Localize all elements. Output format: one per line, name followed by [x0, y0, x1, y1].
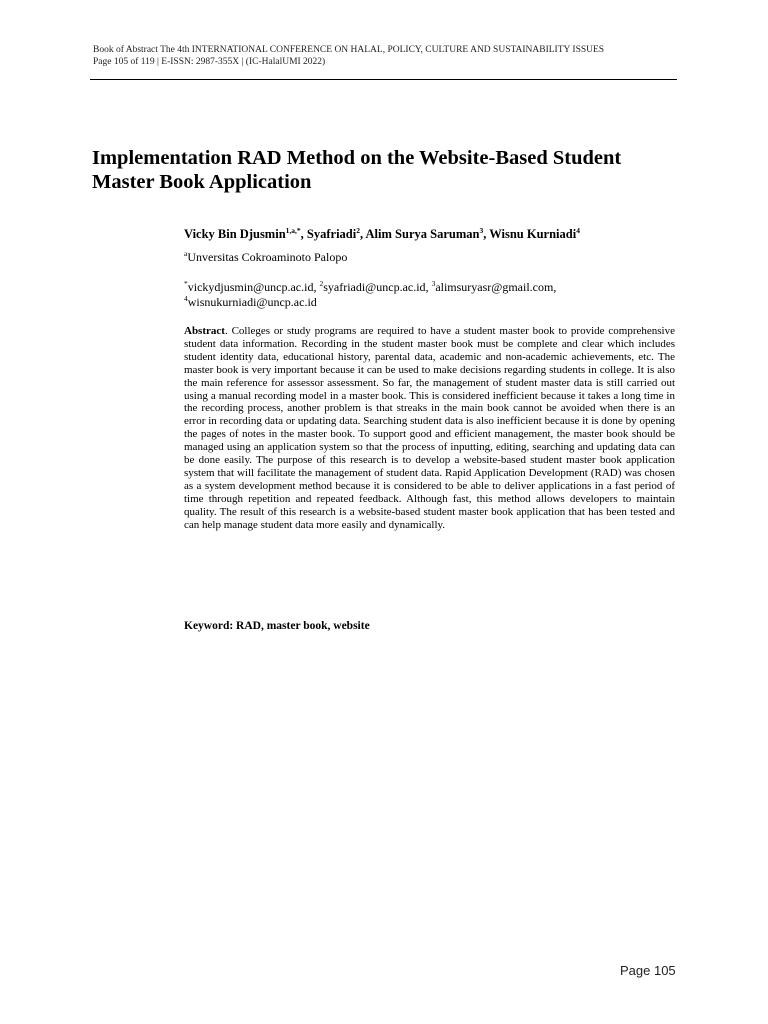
author-affiliation-mark: 3 — [479, 225, 484, 235]
email-address[interactable]: wisnukurniadi@uncp.ac.id — [187, 295, 317, 309]
email-address[interactable]: alimsuryasr@gmail.com — [435, 280, 554, 294]
abstract-body: . Colleges or study programs are required to have a student master book to provide comprehensive student data information. Recording in the student master book must be complete and clear which includes student identity data, educational history, parental data, academic and non-academic achievements, etc. The master book is very important because it can be used to make decisions regarding students in college. It is also the main reference for assessor assessment. So far, the management of student master data is still carried out using a manual recording model in a master book. This is considered inefficient because it takes a long time in the recording process, another problem is that streaks in the main book cannot be avoided when there is an error in recording data or updating data. Searching student data is also inefficient because it is done by opening the pages of notes in the master book. To support good and efficient management, the master book should be managed using an application system so that the process of inputting, editing, searching and updating data can be done easily. The purpose of this research is to develop a website-based student master book application system that will facilitate the management of student data. Rapid Application Development (RAD) was chosen as a system development method because it is considered to be able to deliver applications in a fast period of time through repetition and repeated feedback. Although fast, this method allows developers to maintain quality. The result of this research is a website-based student master book application that has been tested and can help manage student data more easily and dynamically. — [184, 325, 675, 531]
keywords: Keyword: RAD, master book, website — [184, 620, 370, 632]
page-number: Page 105 — [620, 963, 676, 978]
affiliation-name: Unversitas Cokroaminoto Palopo — [187, 250, 348, 264]
author-name: Syafriadi — [306, 227, 357, 241]
running-header — [93, 44, 683, 68]
header-page-line: Page 105 of 119 | E-ISSN: 2987-355X | (IC-HalalUMI 2022) — [93, 57, 326, 67]
author-affiliation-mark: 2 — [356, 225, 360, 235]
title-line-1: Implementation RAD Method on the Website-Based Student — [92, 147, 622, 169]
author-emails: *vickydjusmin@uncp.ac.id, $^2$syafriadi@uncp.ac.id, $^3$alimsuryasr@gmail.com, $^4$wisnukurniadi@uncp.ac.id — [184, 279, 557, 309]
affiliation — [184, 249, 684, 265]
email-address[interactable]: vickydjusmin@uncp.ac.id — [187, 280, 314, 294]
author-name: Vicky Bin Djusmin — [184, 227, 286, 241]
header-conference-line: Book of Abstract The 4th INTERNATIONAL CONFERENCE ON HALAL, POLICY, CULTURE AND SUSTAINABILITY ISSUES — [93, 45, 605, 55]
author-name: Wisnu Kurniadi — [489, 227, 577, 241]
author-affiliation-mark: 4 — [576, 225, 580, 235]
author-list: Vicky Bin Djusmin$^{1,a,*}$, Syafriadi$^2$, Alim Surya Saruman$^3$, Wisnu Kurniadi$^4$ — [184, 225, 580, 241]
header-divider — [90, 79, 677, 80]
affiliation-mark: a — [184, 249, 188, 258]
author-name: Alim Surya Saruman — [365, 227, 480, 241]
title-line-2: Master Book Application — [92, 171, 312, 193]
abstract-label: Abstract — [184, 325, 225, 337]
paper-title — [92, 146, 692, 194]
abstract — [184, 325, 675, 532]
email-address[interactable]: syafriadi@uncp.ac.id — [323, 280, 426, 294]
author-affiliation-mark: 1,a,* — [285, 225, 301, 235]
